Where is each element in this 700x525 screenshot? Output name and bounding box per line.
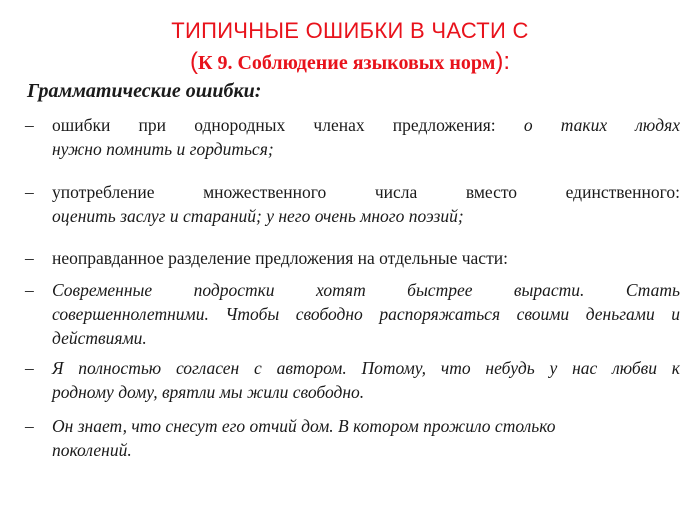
dash-bullet: – <box>25 248 34 268</box>
slide-title: ТИПИЧНЫЕ ОШИБКИ В ЧАСТИ С <box>171 18 529 43</box>
subtitle-close-paren: ): <box>495 48 510 75</box>
list-item <box>25 278 680 350</box>
item-example: Он знает, что снесут его отчий дом. В котором прожило столько <box>52 416 556 436</box>
dash-bullet: – <box>25 182 34 202</box>
item-text: ошибки при однородных членах предложения: <box>52 115 496 135</box>
list-item <box>25 414 680 462</box>
slide-subtitle <box>0 48 700 76</box>
dash-bullet: – <box>25 416 34 436</box>
item-example: нужно помнить и гордиться; <box>52 139 274 159</box>
dash-bullet: – <box>25 358 34 378</box>
subtitle-open-paren: ( <box>189 48 198 75</box>
item-example: родному дому, врятли мы жили свободно. <box>52 382 365 402</box>
item-text: неоправданное разделение предложения на отдельные части: <box>52 248 508 268</box>
section-heading: Грамматические ошибки: <box>27 80 262 102</box>
list-item <box>25 180 680 228</box>
dash-bullet: – <box>25 115 34 135</box>
item-example: поколений. <box>52 440 132 460</box>
item-example: о таких людях <box>523 115 681 135</box>
subtitle-text: К 9. Соблюдение языковых норм <box>197 52 496 74</box>
list-item <box>25 356 680 404</box>
list-item <box>25 246 680 270</box>
item-example: совершеннолетними. Чтобы свободно распоряжаться своими деньгами и <box>52 304 680 324</box>
item-text: употребление множественного числа вместо единственного: <box>52 182 680 202</box>
item-line <box>52 113 680 137</box>
item-example: Современные подростки хотят быстрее вырасти. Стать <box>52 280 680 300</box>
list-item <box>25 113 680 161</box>
item-example: действиями. <box>52 328 147 348</box>
item-example: оценить заслуг и стараний; у него очень много поэзий; <box>52 206 464 226</box>
dash-bullet: – <box>25 280 34 300</box>
item-example: Я полностью согласен с автором. Потому, что небудь у нас любви к <box>52 358 680 378</box>
